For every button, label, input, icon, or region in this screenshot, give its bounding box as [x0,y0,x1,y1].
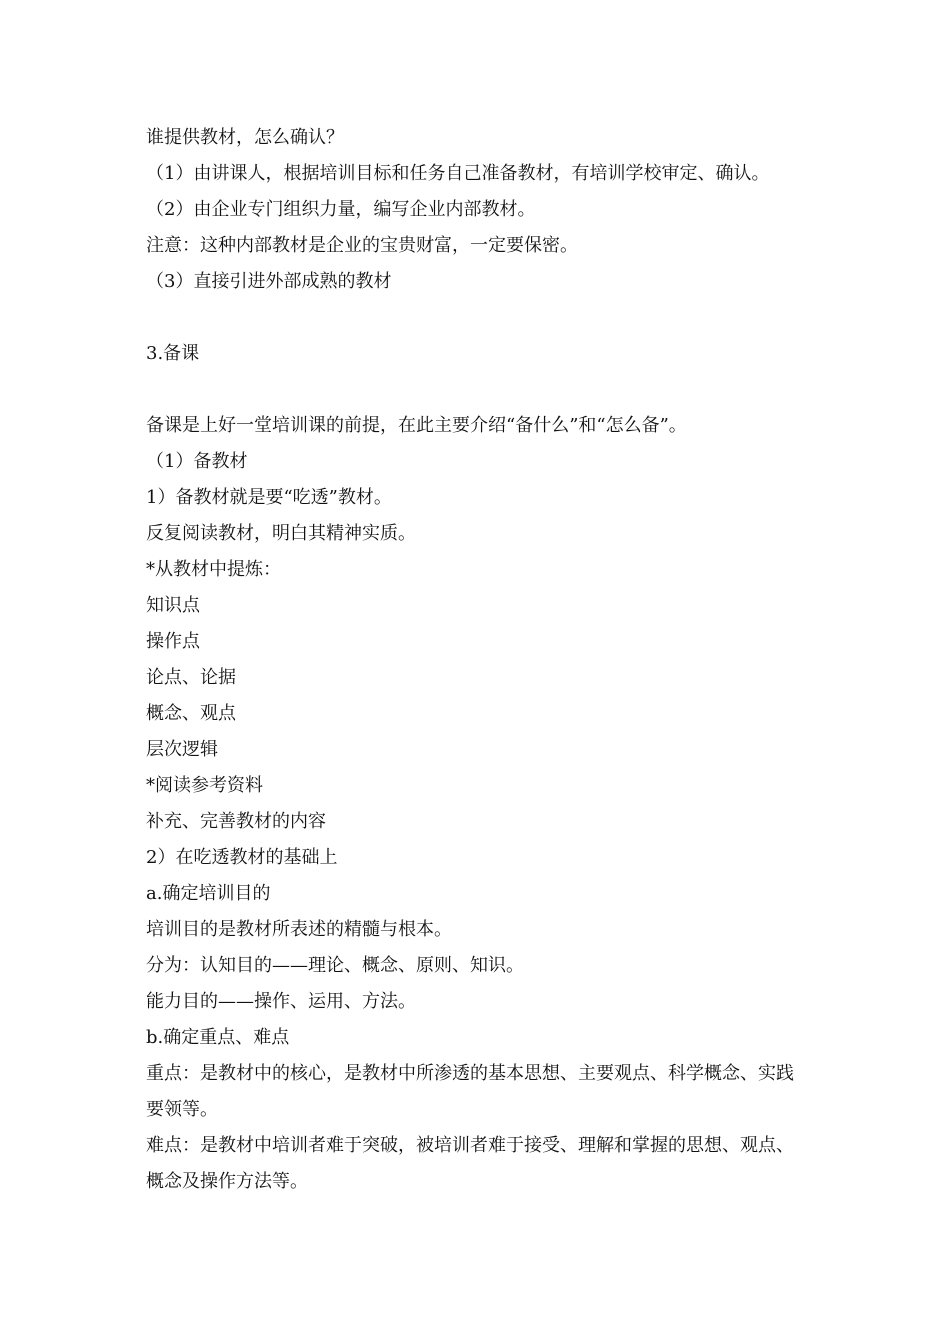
text-line: （1）备教材 [146,451,248,472]
text-line: 分为：认知目的——理论、概念、原则、知识。 [146,955,524,976]
text-line: b.确定重点、难点 [146,1027,290,1048]
text-line: 操作点 [146,631,200,652]
text-line: 谁提供教材，怎么确认？ [146,127,344,148]
text-line: （2）由企业专门组织力量，编写企业内部教材。 [146,199,536,220]
text-line: 层次逻辑 [146,739,218,760]
text-line: 知识点 [146,595,200,616]
text-paragraph: 难点：是教材中培训者难于突破，被培训者难于接受、理解和掌握的思想、观点、概念及操作方法等。 [146,1135,794,1192]
text-line: 2）在吃透教材的基础上 [146,847,338,868]
text-line: （3）直接引进外部成熟的教材 [146,271,392,292]
text-line: （1）由讲课人，根据培训目标和任务自己准备教材，有培训学校审定、确认。 [146,163,770,184]
text-line: 注意：这种内部教材是企业的宝贵财富，一定要保密。 [146,235,578,256]
text-line: a.确定培训目的 [146,883,271,904]
text-line: 补充、完善教材的内容 [146,811,326,832]
text-line: 备课是上好一堂培训课的前提，在此主要介绍“备什么”和“怎么备”。 [146,415,687,436]
text-line: 论点、论据 [146,667,236,688]
text-paragraph: 重点：是教材中的核心，是教材中所渗透的基本思想、主要观点、科学概念、实践要领等。 [146,1063,794,1120]
text-line: 培训目的是教材所表述的精髓与根本。 [146,919,452,940]
text-line: *从教材中提炼： [146,559,281,580]
text-line: 概念、观点 [146,703,236,724]
text-line: 反复阅读教材，明白其精神实质。 [146,523,416,544]
text-line: *阅读参考资料 [146,775,263,796]
text-line: 1）备教材就是要“吃透”教材。 [146,487,392,508]
section-heading: 3.备课 [146,343,200,364]
text-line: 能力目的——操作、运用、方法。 [146,991,416,1012]
